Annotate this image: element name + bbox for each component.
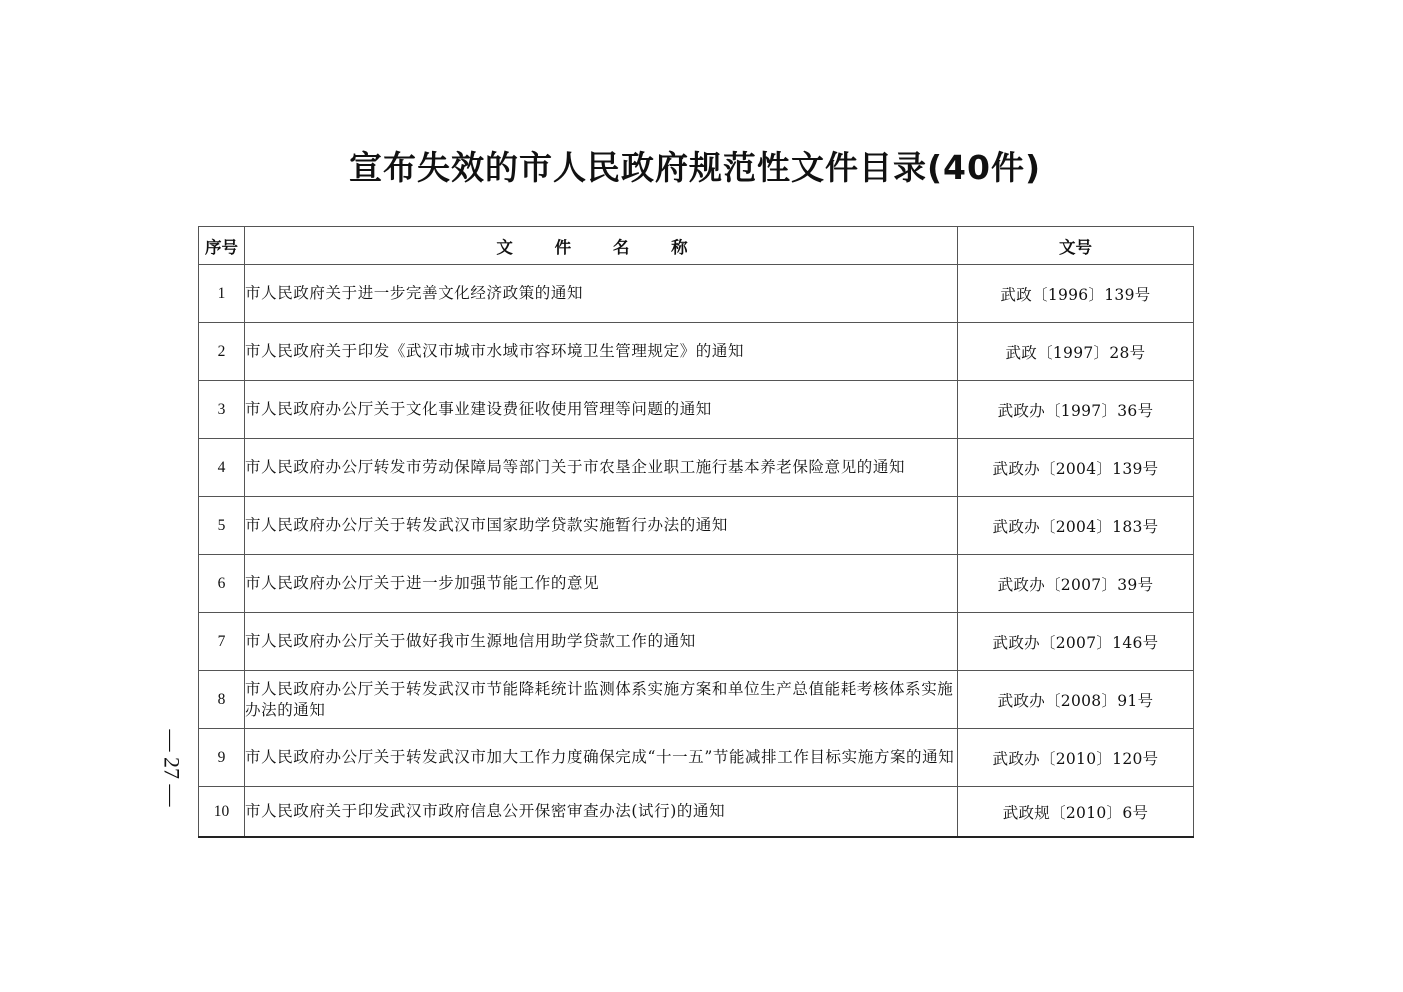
table-row — [199, 439, 1194, 497]
page-number-text: — 27 — — [159, 729, 184, 806]
row-name: 市人民政府办公厅关于做好我市生源地信用助学贷款工作的通知 — [245, 613, 958, 671]
table-row — [199, 729, 1194, 787]
row-index: 9 — [199, 729, 245, 787]
table-row — [199, 265, 1194, 323]
header-name: 文 件 名 称 — [245, 227, 958, 265]
row-index: 1 — [199, 265, 245, 323]
row-name: 市人民政府办公厅关于文化事业建设费征收使用管理等问题的通知 — [245, 381, 958, 439]
table-header-row — [199, 227, 1194, 265]
row-code: 武政办〔2004〕183号 — [958, 497, 1194, 555]
header-code: 文号 — [958, 227, 1194, 265]
row-code: 武政办〔1997〕36号 — [958, 381, 1194, 439]
row-index: 6 — [199, 555, 245, 613]
row-code: 武政办〔2010〕120号 — [958, 729, 1194, 787]
row-name: 市人民政府办公厅关于转发武汉市加大工作力度确保完成“十一五”节能减排工作目标实施方案的通知 — [245, 729, 958, 787]
table-row — [199, 787, 1194, 838]
table-row — [199, 497, 1194, 555]
row-index: 10 — [199, 787, 245, 838]
row-code: 武政规〔2010〕6号 — [958, 787, 1194, 838]
row-index: 2 — [199, 323, 245, 381]
row-index: 8 — [199, 671, 245, 729]
row-name: 市人民政府关于印发武汉市政府信息公开保密审查办法(试行)的通知 — [245, 787, 958, 838]
row-code: 武政办〔2007〕146号 — [958, 613, 1194, 671]
row-code: 武政〔1996〕139号 — [958, 265, 1194, 323]
row-name: 市人民政府办公厅关于转发武汉市节能降耗统计监测体系实施方案和单位生产总值能耗考核体系实施办法的通知 — [245, 671, 958, 729]
row-index: 4 — [199, 439, 245, 497]
row-code: 武政办〔2008〕91号 — [958, 671, 1194, 729]
row-code: 武政〔1997〕28号 — [958, 323, 1194, 381]
table-row — [199, 381, 1194, 439]
row-index: 7 — [199, 613, 245, 671]
row-name: 市人民政府办公厅关于进一步加强节能工作的意见 — [245, 555, 958, 613]
row-code: 武政办〔2007〕39号 — [958, 555, 1194, 613]
row-name: 市人民政府关于进一步完善文化经济政策的通知 — [245, 265, 958, 323]
header-index: 序号 — [199, 227, 245, 265]
page-number — [151, 720, 191, 815]
row-index: 3 — [199, 381, 245, 439]
row-code: 武政办〔2004〕139号 — [958, 439, 1194, 497]
document-title: 宣布失效的市人民政府规范性文件目录(40件) — [348, 148, 1042, 187]
row-name: 市人民政府关于印发《武汉市城市水域市容环境卫生管理规定》的通知 — [245, 323, 958, 381]
table-row — [199, 323, 1194, 381]
row-name: 市人民政府办公厅转发市劳动保障局等部门关于市农垦企业职工施行基本养老保险意见的通知 — [245, 439, 958, 497]
document-table — [198, 226, 1194, 838]
table-row — [199, 613, 1194, 671]
table-row — [199, 671, 1194, 729]
row-name: 市人民政府办公厅关于转发武汉市国家助学贷款实施暂行办法的通知 — [245, 497, 958, 555]
row-index: 5 — [199, 497, 245, 555]
table-row — [199, 555, 1194, 613]
